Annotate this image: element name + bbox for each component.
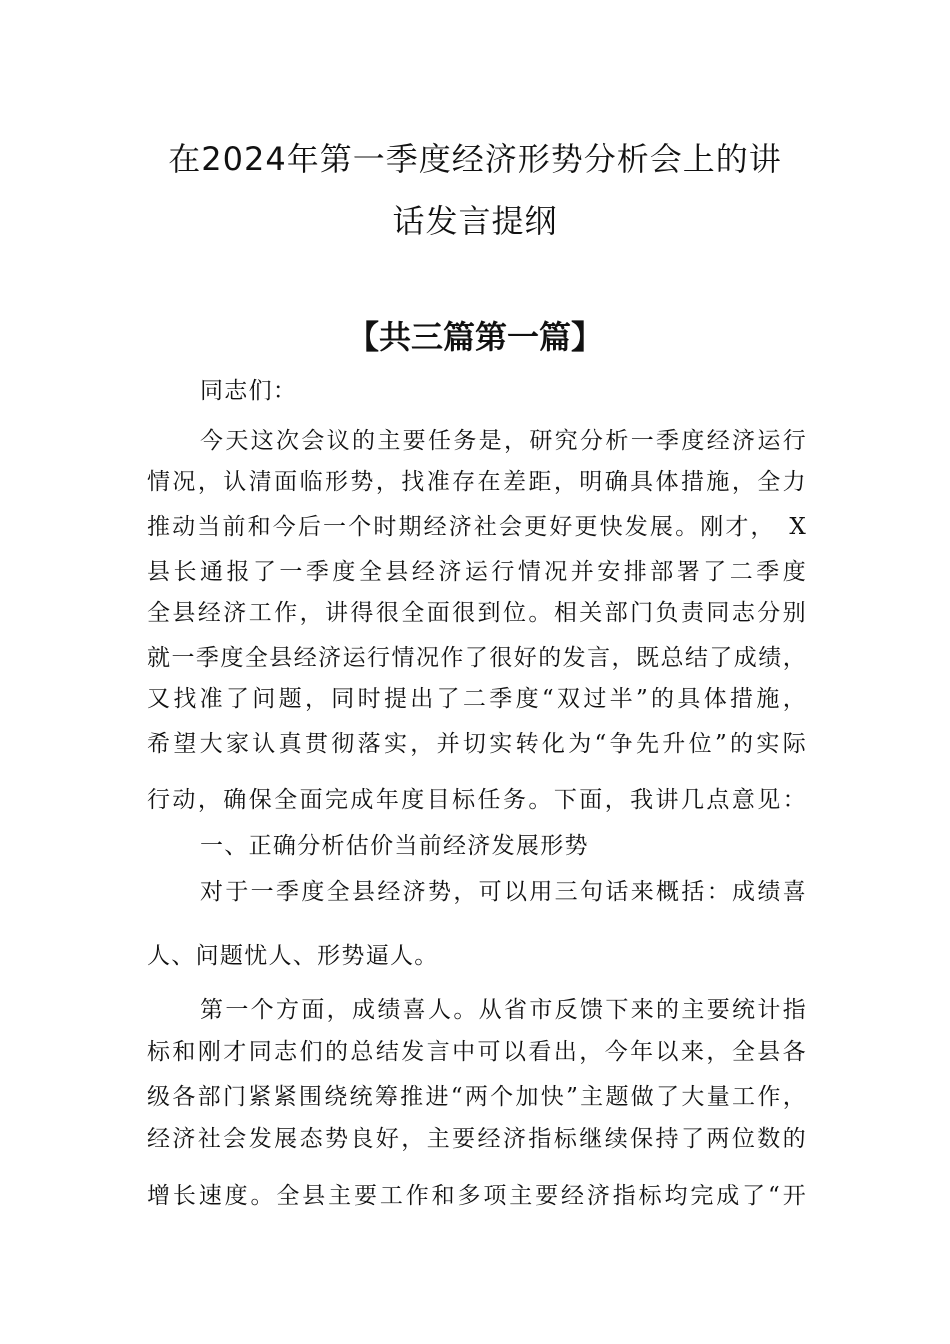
salutation: 同志们：: [200, 378, 298, 404]
paragraph-line: 推动当前和今后一个时期经济社会更好更快发展。刚才， X: [147, 514, 807, 540]
paragraph-line: 又找准了问题，同时提出了二季度“双过半”的具体措施，: [147, 686, 807, 712]
document-subtitle: 【共三篇第一篇】: [346, 318, 603, 356]
document-title-line-2: 话发言提纲: [392, 202, 558, 240]
paragraph-line: 第一个方面，成绩喜人。从省市反馈下来的主要统计指: [200, 997, 807, 1023]
paragraph-line: 行动，确保全面完成年度目标任务。下面，我讲几点意见：: [147, 787, 807, 813]
section-heading: 一、正确分析估价当前经济发展形势: [200, 833, 589, 859]
paragraph-line: 级各部门紧紧围绕统筹推进“两个加快”主题做了大量工作，: [147, 1084, 807, 1110]
document-title-line-1: 在2024年第一季度经济形势分析会上的讲: [168, 140, 782, 178]
paragraph-line: 情况，认清面临形势，找准存在差距，明确具体措施，全力: [147, 469, 807, 495]
paragraph-line: 就一季度全县经济运行情况作了很好的发言，既总结了成绩，: [147, 645, 807, 671]
paragraph-line: 经济社会发展态势良好，主要经济指标继续保持了两位数的: [147, 1126, 807, 1152]
paragraph-line: 人、问题忧人、形势逼人。: [147, 943, 439, 969]
paragraph-line: 县长通报了一季度全县经济运行情况并安排部署了二季度: [147, 559, 807, 585]
paragraph-line: 标和刚才同志们的总结发言中可以看出，今年以来，全县各: [147, 1039, 807, 1065]
paragraph-line: 希望大家认真贯彻落实，并切实转化为“争先升位”的实际: [147, 731, 807, 757]
paragraph-line: 全县经济工作，讲得很全面很到位。相关部门负责同志分别: [147, 600, 807, 626]
paragraph-line: 今天这次会议的主要任务是，研究分析一季度经济运行: [200, 428, 807, 454]
paragraph-line: 增长速度。全县主要工作和多项主要经济指标均完成了“开: [147, 1183, 807, 1209]
paragraph-line: 对于一季度全县经济势，可以用三句话来概括：成绩喜: [200, 879, 807, 905]
